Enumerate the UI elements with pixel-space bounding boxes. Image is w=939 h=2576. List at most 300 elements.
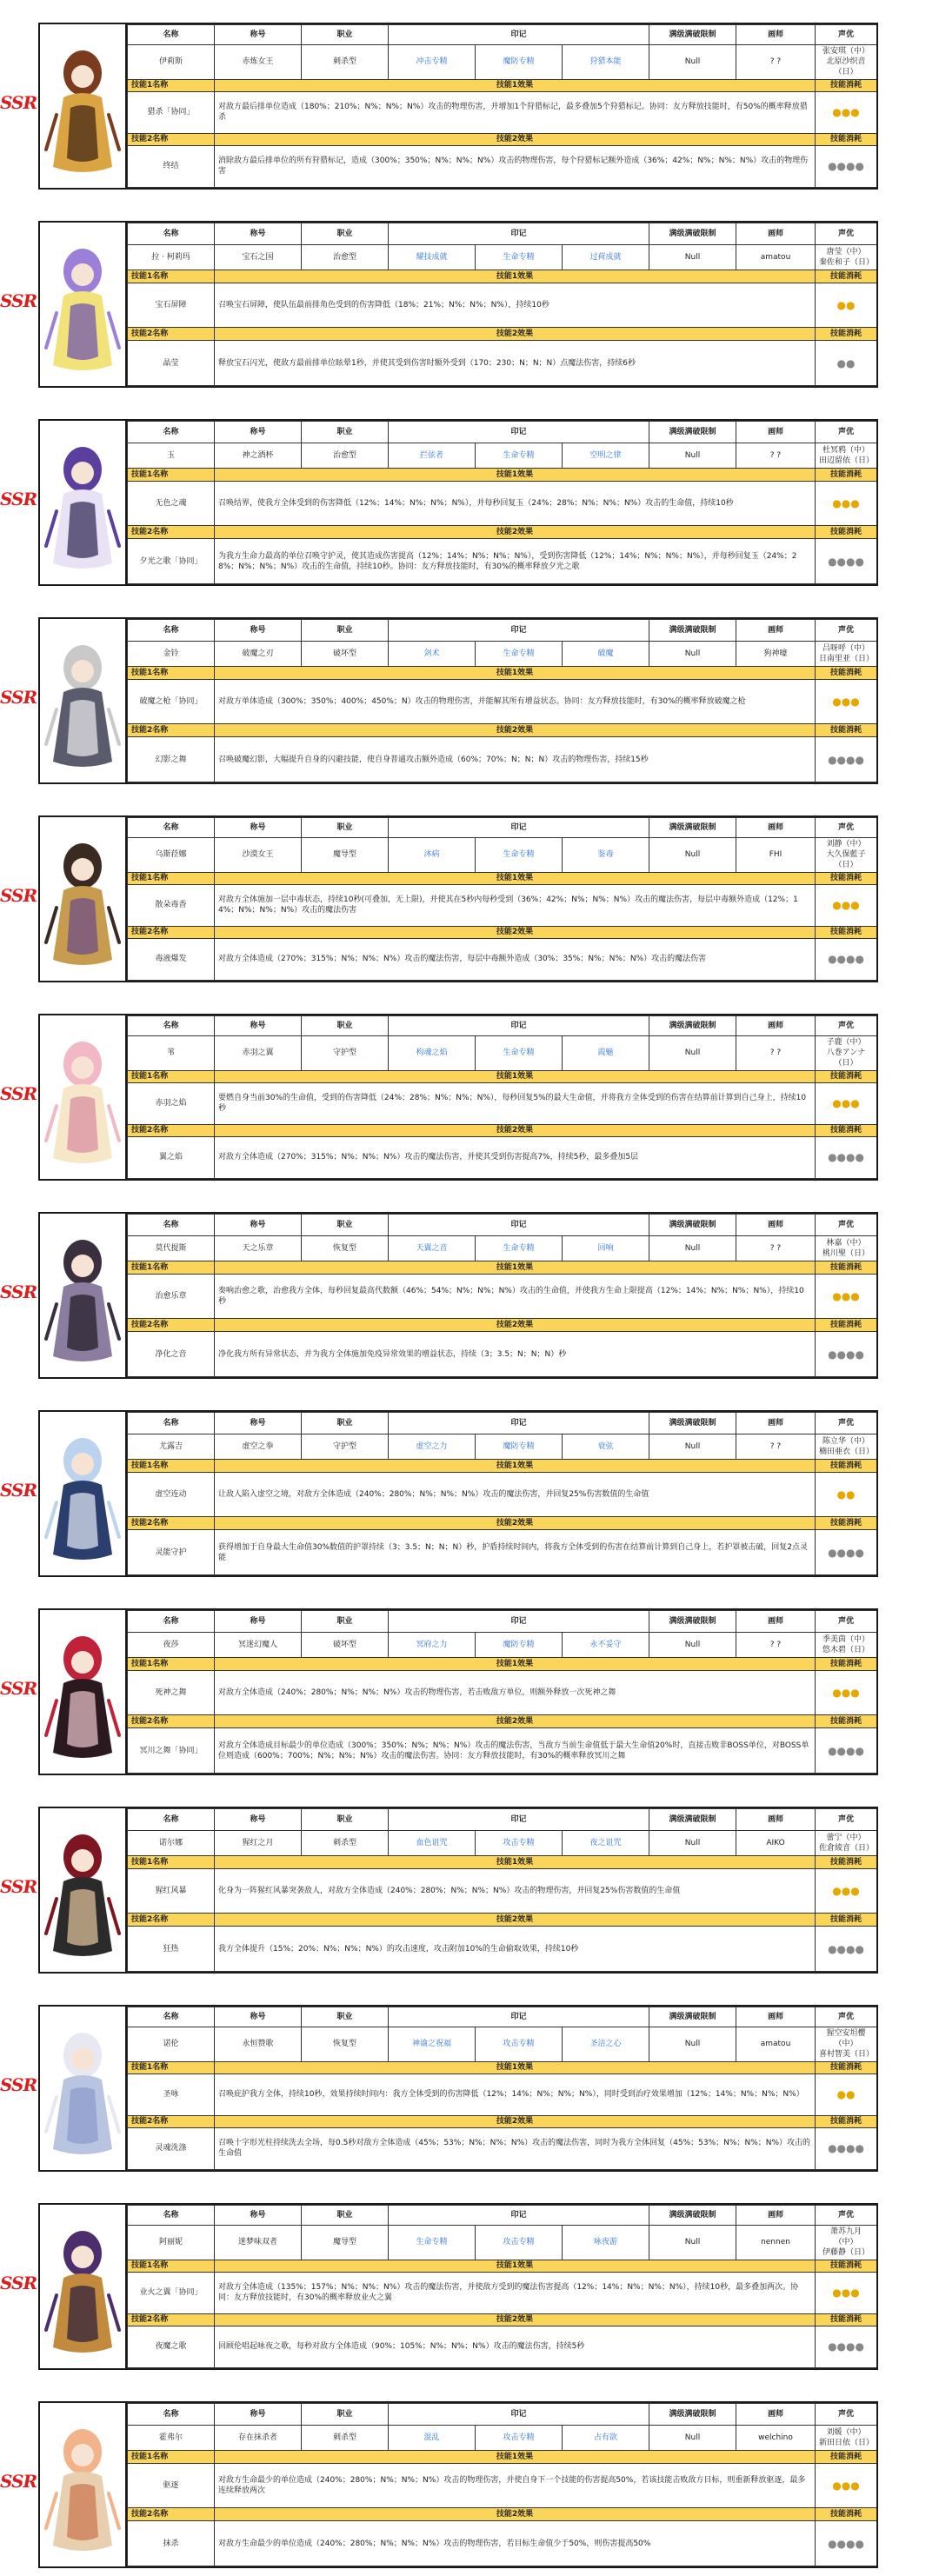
character-artist: 狗神嚎: [736, 641, 816, 666]
character-limit: Null: [649, 2425, 736, 2450]
header-role: 职业: [302, 818, 389, 838]
skill1-effect-header: 技能1效果: [215, 468, 816, 481]
character-name: 伊莉斯: [128, 45, 215, 80]
character-mark: 过荷成就: [563, 244, 649, 270]
character-artist: FHI: [736, 838, 816, 873]
header-voice: 声优: [816, 2404, 877, 2426]
character-table: [127, 2403, 877, 2566]
portrait-figure-icon: [41, 622, 124, 779]
skill2-cost: ●●●●: [816, 2326, 877, 2367]
character-mark: 霞魅: [563, 1036, 649, 1071]
header-title: 称号: [215, 2404, 302, 2426]
skill1-effect-header: 技能1效果: [215, 1459, 816, 1472]
header-mark: 印记: [389, 422, 649, 443]
character-limit: Null: [649, 2027, 736, 2062]
character-mark: 血色诅咒: [389, 1830, 476, 1855]
character-title: 沙漠女王: [215, 838, 302, 873]
header-limit: 满级满破限制: [649, 223, 736, 245]
skill1-cost: ●●: [816, 2073, 877, 2115]
character-name: 乌斯菈娜: [128, 838, 215, 873]
character-card: [38, 2203, 878, 2370]
character-name: 莫代提斯: [128, 1235, 215, 1261]
skill1-description: 对敌方生命最少的单位造成（240%；280%；N%；N%；N%）攻击的物理伤害，并使自身下一个技能的伤害提高50%，若该技能击败敌方目标，则重新释放驱逐，最多连续释放两次: [215, 2463, 816, 2508]
character-mark: 构魂之焰: [389, 1036, 476, 1071]
character-title: 破魔之刃: [215, 641, 302, 666]
character-limit: Null: [649, 443, 736, 468]
header-artist: 画师: [736, 2404, 816, 2426]
skill2-cost-header: 技能消耗: [816, 926, 877, 938]
header-mark: 印记: [389, 1611, 649, 1633]
header-artist: 画师: [736, 1413, 816, 1434]
character-role: 刺杀型: [302, 2425, 389, 2450]
header-limit: 满级满破限制: [649, 1016, 736, 1036]
skill1-name: 死神之舞: [128, 1670, 215, 1715]
character-mark: 生命专精: [476, 838, 563, 873]
skill1-cost-header: 技能消耗: [816, 1261, 877, 1274]
skill2-effect-header: 技能2效果: [215, 1124, 816, 1136]
skill2-name: 净化之音: [128, 1332, 215, 1377]
rarity-label: SSR: [0, 1083, 37, 1104]
character-name: 尤露吉: [128, 1434, 215, 1459]
character-artist: ? ?: [736, 1632, 816, 1657]
header-mark: 印记: [389, 620, 649, 642]
skill2-description: 我方全体提升（15%；20%；N%；N%；N%）的攻击速度，攻击附加10%的生命偷取效果，持续10秒: [215, 1927, 816, 1972]
skill2-effect-header: 技能2效果: [215, 1914, 816, 1927]
skill1-name: 治愈乐章: [128, 1274, 215, 1319]
skill1-cost: ●●: [816, 1472, 877, 1517]
skill2-name-header: 技能2名称: [128, 526, 215, 539]
character-card: [38, 1608, 878, 1775]
character-limit: Null: [649, 1632, 736, 1657]
skill1-description: 奏响治愈之歌，治愈我方全体，每秒回复最高代数额（46%；54%；N%；N%；N%）攻击的生命值，并使我方生命上限提高（12%；14%；N%；N%；N%），持续10秒: [215, 1274, 816, 1319]
skill2-name: 灵能守护: [128, 1530, 215, 1575]
header-voice: 声优: [816, 1611, 877, 1633]
skill2-cost-header: 技能消耗: [816, 526, 877, 539]
header-title: 称号: [215, 223, 302, 245]
skill2-cost-header: 技能消耗: [816, 2508, 877, 2521]
portrait-figure-icon: [41, 821, 124, 977]
skill1-effect-header: 技能1效果: [215, 270, 816, 283]
header-role: 职业: [302, 2404, 389, 2426]
skill1-effect-header: 技能1效果: [215, 1657, 816, 1670]
character-limit: Null: [649, 244, 736, 270]
skill1-effect-header: 技能1效果: [215, 2061, 816, 2073]
skill1-cost-header: 技能消耗: [816, 1657, 877, 1670]
character-limit: Null: [649, 45, 736, 80]
header-voice: 声优: [816, 25, 877, 45]
skill2-name: 翼之焰: [128, 1136, 215, 1178]
character-mark: 神谕之祝福: [389, 2027, 476, 2062]
character-voice: 唐莹（中） 秦佐和子（日）: [816, 244, 877, 270]
header-artist: 画师: [736, 1016, 816, 1036]
skill2-effect-header: 技能2效果: [215, 1319, 816, 1332]
header-role: 职业: [302, 620, 389, 642]
header-role: 职业: [302, 1016, 389, 1036]
skill1-name-header: 技能1名称: [128, 1261, 215, 1274]
character-role: 恢复型: [302, 1235, 389, 1261]
character-mark: 衰弦: [563, 1434, 649, 1459]
portrait-figure-icon: [41, 424, 124, 581]
skill1-description: 对敌方全体造成（240%；280%；N%；N%；N%）攻击的物理伤害，若击败敌方单位，则额外释放一次死神之舞: [215, 1670, 816, 1715]
header-name: 名称: [128, 1611, 215, 1633]
skill1-cost-header: 技能消耗: [816, 666, 877, 679]
character-artist: AIKO: [736, 1830, 816, 1855]
character-card: [38, 23, 878, 190]
character-limit: Null: [649, 838, 736, 873]
rarity-label: SSR: [0, 2471, 37, 2492]
character-mark: 魔防专精: [476, 1632, 563, 1657]
character-card: [38, 419, 878, 586]
skill2-name: 灵魂洗涤: [128, 2127, 215, 2169]
skill1-cost: ●●●: [816, 2272, 877, 2313]
portrait-figure-icon: [41, 1217, 124, 1374]
header-limit: 满级满破限制: [649, 2206, 736, 2226]
header-name: 名称: [128, 620, 215, 642]
header-mark: 印记: [389, 2007, 649, 2027]
character-role: 魔导型: [302, 838, 389, 873]
character-role: 魔导型: [302, 2226, 389, 2260]
character-table: [127, 421, 877, 584]
skill1-cost: ●●: [816, 283, 877, 328]
skill2-cost-header: 技能消耗: [816, 2115, 877, 2127]
character-name: 金铃: [128, 641, 215, 666]
skill1-cost: ●●●: [816, 1274, 877, 1319]
character-table: [127, 1015, 877, 1179]
skill1-cost: ●●●: [816, 1868, 877, 1914]
character-card: [38, 1410, 878, 1577]
skill1-effect-header: 技能1效果: [215, 1261, 816, 1274]
header-artist: 画师: [736, 2206, 816, 2226]
character-role: 破坏型: [302, 1632, 389, 1657]
character-title: 赤炼女王: [215, 45, 302, 80]
character-mark: 攻击专精: [476, 2425, 563, 2450]
skill2-name-header: 技能2名称: [128, 1914, 215, 1927]
skill1-cost-header: 技能消耗: [816, 468, 877, 481]
character-table: [127, 1214, 877, 1377]
character-name: 霍弗尔: [128, 2425, 215, 2450]
portrait-figure-icon: [41, 1415, 124, 1572]
skill1-name-header: 技能1名称: [128, 1855, 215, 1868]
header-artist: 画师: [736, 2007, 816, 2027]
skill1-name-header: 技能1名称: [128, 270, 215, 283]
skill1-name: 猎杀「协同」: [128, 91, 215, 133]
skill1-description: 对敌方全体造成（135%；157%；N%；N%；N%）攻击的魔法伤害，并使敌方受到的魔法伤害提高（12%；14%；N%；N%；N%），持续10秒，最多叠加两次。协同：友方释放技能时，有30%的概率释放业火之翼: [215, 2272, 816, 2313]
character-voice: 林嘉（中） 桃川聖（日）: [816, 1235, 877, 1261]
skill2-name-header: 技能2名称: [128, 1124, 215, 1136]
header-name: 名称: [128, 1215, 215, 1236]
skill1-cost-header: 技能消耗: [816, 1855, 877, 1868]
skill2-cost-header: 技能消耗: [816, 1715, 877, 1728]
skill2-name-header: 技能2名称: [128, 2508, 215, 2521]
portrait-figure-icon: [41, 2010, 124, 2167]
skill2-cost-header: 技能消耗: [816, 1319, 877, 1332]
skill1-name: 赤羽之焰: [128, 1082, 215, 1124]
skill2-description: 对敌方全体造成（270%；315%；N%；N%；N%）攻击的魔法伤害，并使其受到伤害提高7%，持续5秒，最多叠加5层: [215, 1136, 816, 1178]
character-voice: 季美茵（中） 悠木碧（日）: [816, 1632, 877, 1657]
skill2-name: 晶莹: [128, 341, 215, 386]
character-mark: 虚空之力: [389, 1434, 476, 1459]
character-card: [38, 617, 878, 784]
skill1-effect-header: 技能1效果: [215, 872, 816, 884]
character-mark: 攻击专精: [476, 2027, 563, 2062]
character-mark: 魔防专精: [476, 45, 563, 80]
character-mark: 攻击专精: [476, 1830, 563, 1855]
header-voice: 声优: [816, 1413, 877, 1434]
character-role: 恢复型: [302, 2027, 389, 2062]
character-limit: Null: [649, 1036, 736, 1071]
character-artist: nennen: [736, 2226, 816, 2260]
skill2-cost-header: 技能消耗: [816, 724, 877, 737]
character-mark: 占有欲: [563, 2425, 649, 2450]
skill1-name: 宝石屏障: [128, 283, 215, 328]
skill2-name-header: 技能2名称: [128, 1319, 215, 1332]
skill2-cost: ●●●●: [816, 938, 877, 980]
character-portrait: [40, 1610, 127, 1774]
character-portrait: [40, 1808, 127, 1972]
character-title: 永恒赞歌: [215, 2027, 302, 2062]
skill2-effect-header: 技能2效果: [215, 1715, 816, 1728]
skill1-description: 对敌方最后排单位造成（180%；210%；N%；N%；N%）攻击的物理伤害，并增加1个狩猎标记，最多叠加5个狩猎标记。协同：友方释放技能时，有50%的概率释放猎杀: [215, 91, 816, 133]
character-card: [38, 1807, 878, 1974]
skill2-name: 狂热: [128, 1927, 215, 1972]
skill2-effect-header: 技能2效果: [215, 724, 816, 737]
character-mark: 回响: [563, 1235, 649, 1261]
skill1-effect-header: 技能1效果: [215, 2450, 816, 2463]
header-title: 称号: [215, 1809, 302, 1831]
header-artist: 画师: [736, 1809, 816, 1831]
skill1-name-header: 技能1名称: [128, 2450, 215, 2463]
skill2-cost: ●●●●: [816, 2127, 877, 2169]
skill2-description: 对敌方生命最少的单位造成（240%；280%；N%；N%；N%）攻击的物理伤害，若目标生命值少于50%，则伤害提高50%: [215, 2521, 816, 2566]
skill2-effect-header: 技能2效果: [215, 1517, 816, 1530]
skill1-description: 召唤宝石屏障，使队伍最前排角色受到的伤害降低（18%；21%；N%；N%；N%），持续10秒: [215, 283, 816, 328]
header-voice: 声优: [816, 620, 877, 642]
header-name: 名称: [128, 2404, 215, 2426]
skill1-cost: ●●●: [816, 91, 877, 133]
header-title: 称号: [215, 620, 302, 642]
character-table: [127, 1610, 877, 1774]
skill1-cost: ●●●: [816, 679, 877, 724]
header-mark: 印记: [389, 1215, 649, 1236]
skill2-name-header: 技能2名称: [128, 724, 215, 737]
character-portrait: [40, 1214, 127, 1377]
character-voice: 陈立华（中） 楠田亜衣（日）: [816, 1434, 877, 1459]
skill1-name: 驱逐: [128, 2463, 215, 2508]
header-title: 称号: [215, 2007, 302, 2027]
skill2-description: 释放宝石闪光，使敌方最前排单位眩晕1秒，并使其受到伤害时额外受到（170；230；N；N；N）点魔法伤害，持续6秒: [215, 341, 816, 386]
skill2-cost: ●●●●: [816, 737, 877, 782]
skill1-cost-header: 技能消耗: [816, 2061, 877, 2073]
skill1-effect-header: 技能1效果: [215, 1855, 816, 1868]
character-mark: 生命专精: [476, 641, 563, 666]
character-portrait: [40, 421, 127, 584]
character-mark: 生命专精: [476, 1235, 563, 1261]
header-title: 称号: [215, 25, 302, 45]
skill1-name-header: 技能1名称: [128, 666, 215, 679]
header-voice: 声优: [816, 818, 877, 838]
skill2-name-header: 技能2名称: [128, 1517, 215, 1530]
skill2-effect-header: 技能2效果: [215, 2313, 816, 2326]
skill1-name-header: 技能1名称: [128, 468, 215, 481]
header-mark: 印记: [389, 25, 649, 45]
rarity-label: SSR: [0, 687, 37, 708]
skill2-cost-header: 技能消耗: [816, 1914, 877, 1927]
header-name: 名称: [128, 1016, 215, 1036]
skill2-effect-header: 技能2效果: [215, 133, 816, 145]
character-role: 守护型: [302, 1434, 389, 1459]
skill2-effect-header: 技能2效果: [215, 328, 816, 341]
character-mark: 攻击专精: [476, 2226, 563, 2260]
character-title: 猩红之月: [215, 1830, 302, 1855]
skill1-cost-header: 技能消耗: [816, 79, 877, 91]
skill2-cost-header: 技能消耗: [816, 1124, 877, 1136]
header-title: 称号: [215, 818, 302, 838]
skill2-name-header: 技能2名称: [128, 1715, 215, 1728]
character-title: 宝石之国: [215, 244, 302, 270]
character-artist: ? ?: [736, 443, 816, 468]
character-title: 天之乐章: [215, 1235, 302, 1261]
skill2-name: 夕光之歌「协同」: [128, 539, 215, 584]
skill2-cost: ●●●●: [816, 539, 877, 584]
skill2-description: 对敌方全体造成目标最少的单位造成（300%；350%；N%；N%；N%）攻击的魔法伤害，当敌方当前生命值低于最大生命值20%时，直接击败非BOSS单位，对BOSS单位则造成（600%；700%；N%；N%；N%）攻击的魔法伤害。协同：友方释放技能时，有30%的概率释放冥川之舞: [215, 1728, 816, 1774]
header-voice: 声优: [816, 2007, 877, 2027]
skill1-name: 虚空连动: [128, 1472, 215, 1517]
rarity-label: SSR: [0, 92, 37, 113]
character-mark: 生命专精: [389, 2226, 476, 2260]
skill2-effect-header: 技能2效果: [215, 926, 816, 938]
skill1-name: 业火之翼「协同」: [128, 2272, 215, 2313]
header-name: 名称: [128, 2007, 215, 2027]
character-artist: amatou: [736, 2027, 816, 2062]
character-artist: ? ?: [736, 1036, 816, 1071]
character-name: 阿丽妮: [128, 2226, 215, 2260]
character-portrait: [40, 2403, 127, 2566]
character-name: 诺尔娜: [128, 1830, 215, 1855]
skill2-name-header: 技能2名称: [128, 133, 215, 145]
header-role: 职业: [302, 1215, 389, 1236]
rarity-label: SSR: [0, 1678, 37, 1699]
skill1-description: 对敌方全体施加一层中毒状态，持续10秒(可叠加，无上限)，并使其在5秒内每秒受到（36%；42%；N%；N%；N%）攻击的魔法伤害，每层中毒额外造成（12%；14%；N%；N%；N%）攻击的魔法伤害: [215, 884, 816, 926]
header-role: 职业: [302, 25, 389, 45]
character-card: [38, 1212, 878, 1379]
character-mark: 夜之诅咒: [563, 1830, 649, 1855]
character-title: 赤羽之翼: [215, 1036, 302, 1071]
skill1-name-header: 技能1名称: [128, 79, 215, 91]
skill1-cost-header: 技能消耗: [816, 1070, 877, 1082]
skill2-name-header: 技能2名称: [128, 926, 215, 938]
character-mark: 冥府之力: [389, 1632, 476, 1657]
character-title: 迷梦味双者: [215, 2226, 302, 2260]
skill1-name-header: 技能1名称: [128, 1070, 215, 1082]
skill1-name: 圣咏: [128, 2073, 215, 2115]
character-mark: 生命专精: [476, 1036, 563, 1071]
character-mark: 剑术: [389, 641, 476, 666]
header-mark: 印记: [389, 1809, 649, 1831]
header-voice: 声优: [816, 1215, 877, 1236]
character-limit: Null: [649, 1830, 736, 1855]
skill1-cost-header: 技能消耗: [816, 872, 877, 884]
character-table: [127, 2205, 877, 2368]
header-mark: 印记: [389, 223, 649, 245]
header-name: 名称: [128, 1413, 215, 1434]
skill1-cost-header: 技能消耗: [816, 270, 877, 283]
character-role: 治愈型: [302, 244, 389, 270]
portrait-figure-icon: [41, 226, 124, 383]
header-title: 称号: [215, 2206, 302, 2226]
header-artist: 画师: [736, 620, 816, 642]
header-limit: 满级满破限制: [649, 422, 736, 443]
skill2-cost: ●●●●: [816, 1530, 877, 1575]
header-mark: 印记: [389, 1016, 649, 1036]
skill1-cost: ●●●: [816, 481, 877, 526]
character-portrait: [40, 223, 127, 386]
character-artist: ? ?: [736, 45, 816, 80]
character-mark: 拦弦者: [389, 443, 476, 468]
skill1-description: 让敌人陷入虚空之境，对敌方全体造成（240%；280%；N%；N%；N%）攻击的魔法伤害，并回复25%伤害数值的生命值: [215, 1472, 816, 1517]
header-name: 名称: [128, 818, 215, 838]
character-card: [38, 2401, 878, 2568]
header-name: 名称: [128, 422, 215, 443]
character-portrait: [40, 2007, 127, 2170]
skill2-cost: ●●●●: [816, 1728, 877, 1774]
skill1-effect-header: 技能1效果: [215, 2260, 816, 2272]
character-voice: 杜冥鸦（中） 田辺留依（日）: [816, 443, 877, 468]
header-name: 名称: [128, 25, 215, 45]
skill2-name: 抹杀: [128, 2521, 215, 2566]
character-mark: 空明之律: [563, 443, 649, 468]
skill1-cost: ●●●: [816, 1670, 877, 1715]
skill1-cost-header: 技能消耗: [816, 1459, 877, 1472]
character-name: 玉: [128, 443, 215, 468]
character-table: [127, 817, 877, 981]
skill2-description: 召唤破魔幻影，大幅提升自身的闪避技能，使自身普通攻击额外造成（60%；70%；N；N；N）攻击的物理伤害，持续15秒: [215, 737, 816, 782]
rarity-label: SSR: [0, 2074, 37, 2095]
skill2-description: 为我方生命力最高的单位召唤守护灵，使其造成伤害提高（12%；14%；N%；N%；N%），受到伤害降低（12%；14%；N%；N%；N%），并每秒回复玉（24%；28%；N%；N%；N%）攻击的生命值，持续10秒。协同：友方释放技能时，有30%的概率释放夕光之歌: [215, 539, 816, 584]
skill1-cost: ●●●: [816, 884, 877, 926]
header-limit: 满级满破限制: [649, 2404, 736, 2426]
character-mark: 耀技成就: [389, 244, 476, 270]
header-name: 名称: [128, 1809, 215, 1831]
skill2-effect-header: 技能2效果: [215, 2115, 816, 2127]
skill2-cost: ●●●●: [816, 1927, 877, 1972]
header-role: 职业: [302, 223, 389, 245]
skill1-cost-header: 技能消耗: [816, 2450, 877, 2463]
header-voice: 声优: [816, 1016, 877, 1036]
character-table: [127, 223, 877, 386]
header-limit: 满级满破限制: [649, 818, 736, 838]
character-role: 治愈型: [302, 443, 389, 468]
character-mark: 狩猎本能: [563, 45, 649, 80]
skill2-cost: ●●●●: [816, 1136, 877, 1178]
skill1-cost-header: 技能消耗: [816, 2260, 877, 2272]
rarity-label: SSR: [0, 489, 37, 509]
header-mark: 印记: [389, 2206, 649, 2226]
character-name: 诺伦: [128, 2027, 215, 2062]
character-voice: 刘媛（中） 新田日依（日）: [816, 2425, 877, 2450]
skill2-description: 获得增加于自身最大生命值30%数值的护罩持续（3；3.5；N；N；N）秒，护盾持续时间内，将我方全体受到的伤害在结算前计算到自己身上，若护罩被击破，回复2点灵能: [215, 1530, 816, 1575]
header-name: 名称: [128, 2206, 215, 2226]
skill2-cost: ●●: [816, 341, 877, 386]
skill2-name-header: 技能2名称: [128, 328, 215, 341]
character-mark: 圣洁之心: [563, 2027, 649, 2062]
skill2-description: 消除敌方最后排单位的所有狩猎标记，造成（300%；350%；N%；N%；N%）攻击的物理伤害，每个狩猎标记额外造成（36%；42%；N%；N%；N%）攻击的物理伤害: [215, 145, 816, 187]
skill2-description: 净化我方所有异常状态，并为我方全体施加免疫异常效果的增益状态，持续（3；3.5；N；N；N）秒: [215, 1332, 816, 1377]
character-title: 冥迷幻魔人: [215, 1632, 302, 1657]
header-voice: 声优: [816, 2206, 877, 2226]
character-portrait: [40, 1015, 127, 1179]
header-limit: 满级满破限制: [649, 25, 736, 45]
portrait-figure-icon: [41, 1812, 124, 1968]
